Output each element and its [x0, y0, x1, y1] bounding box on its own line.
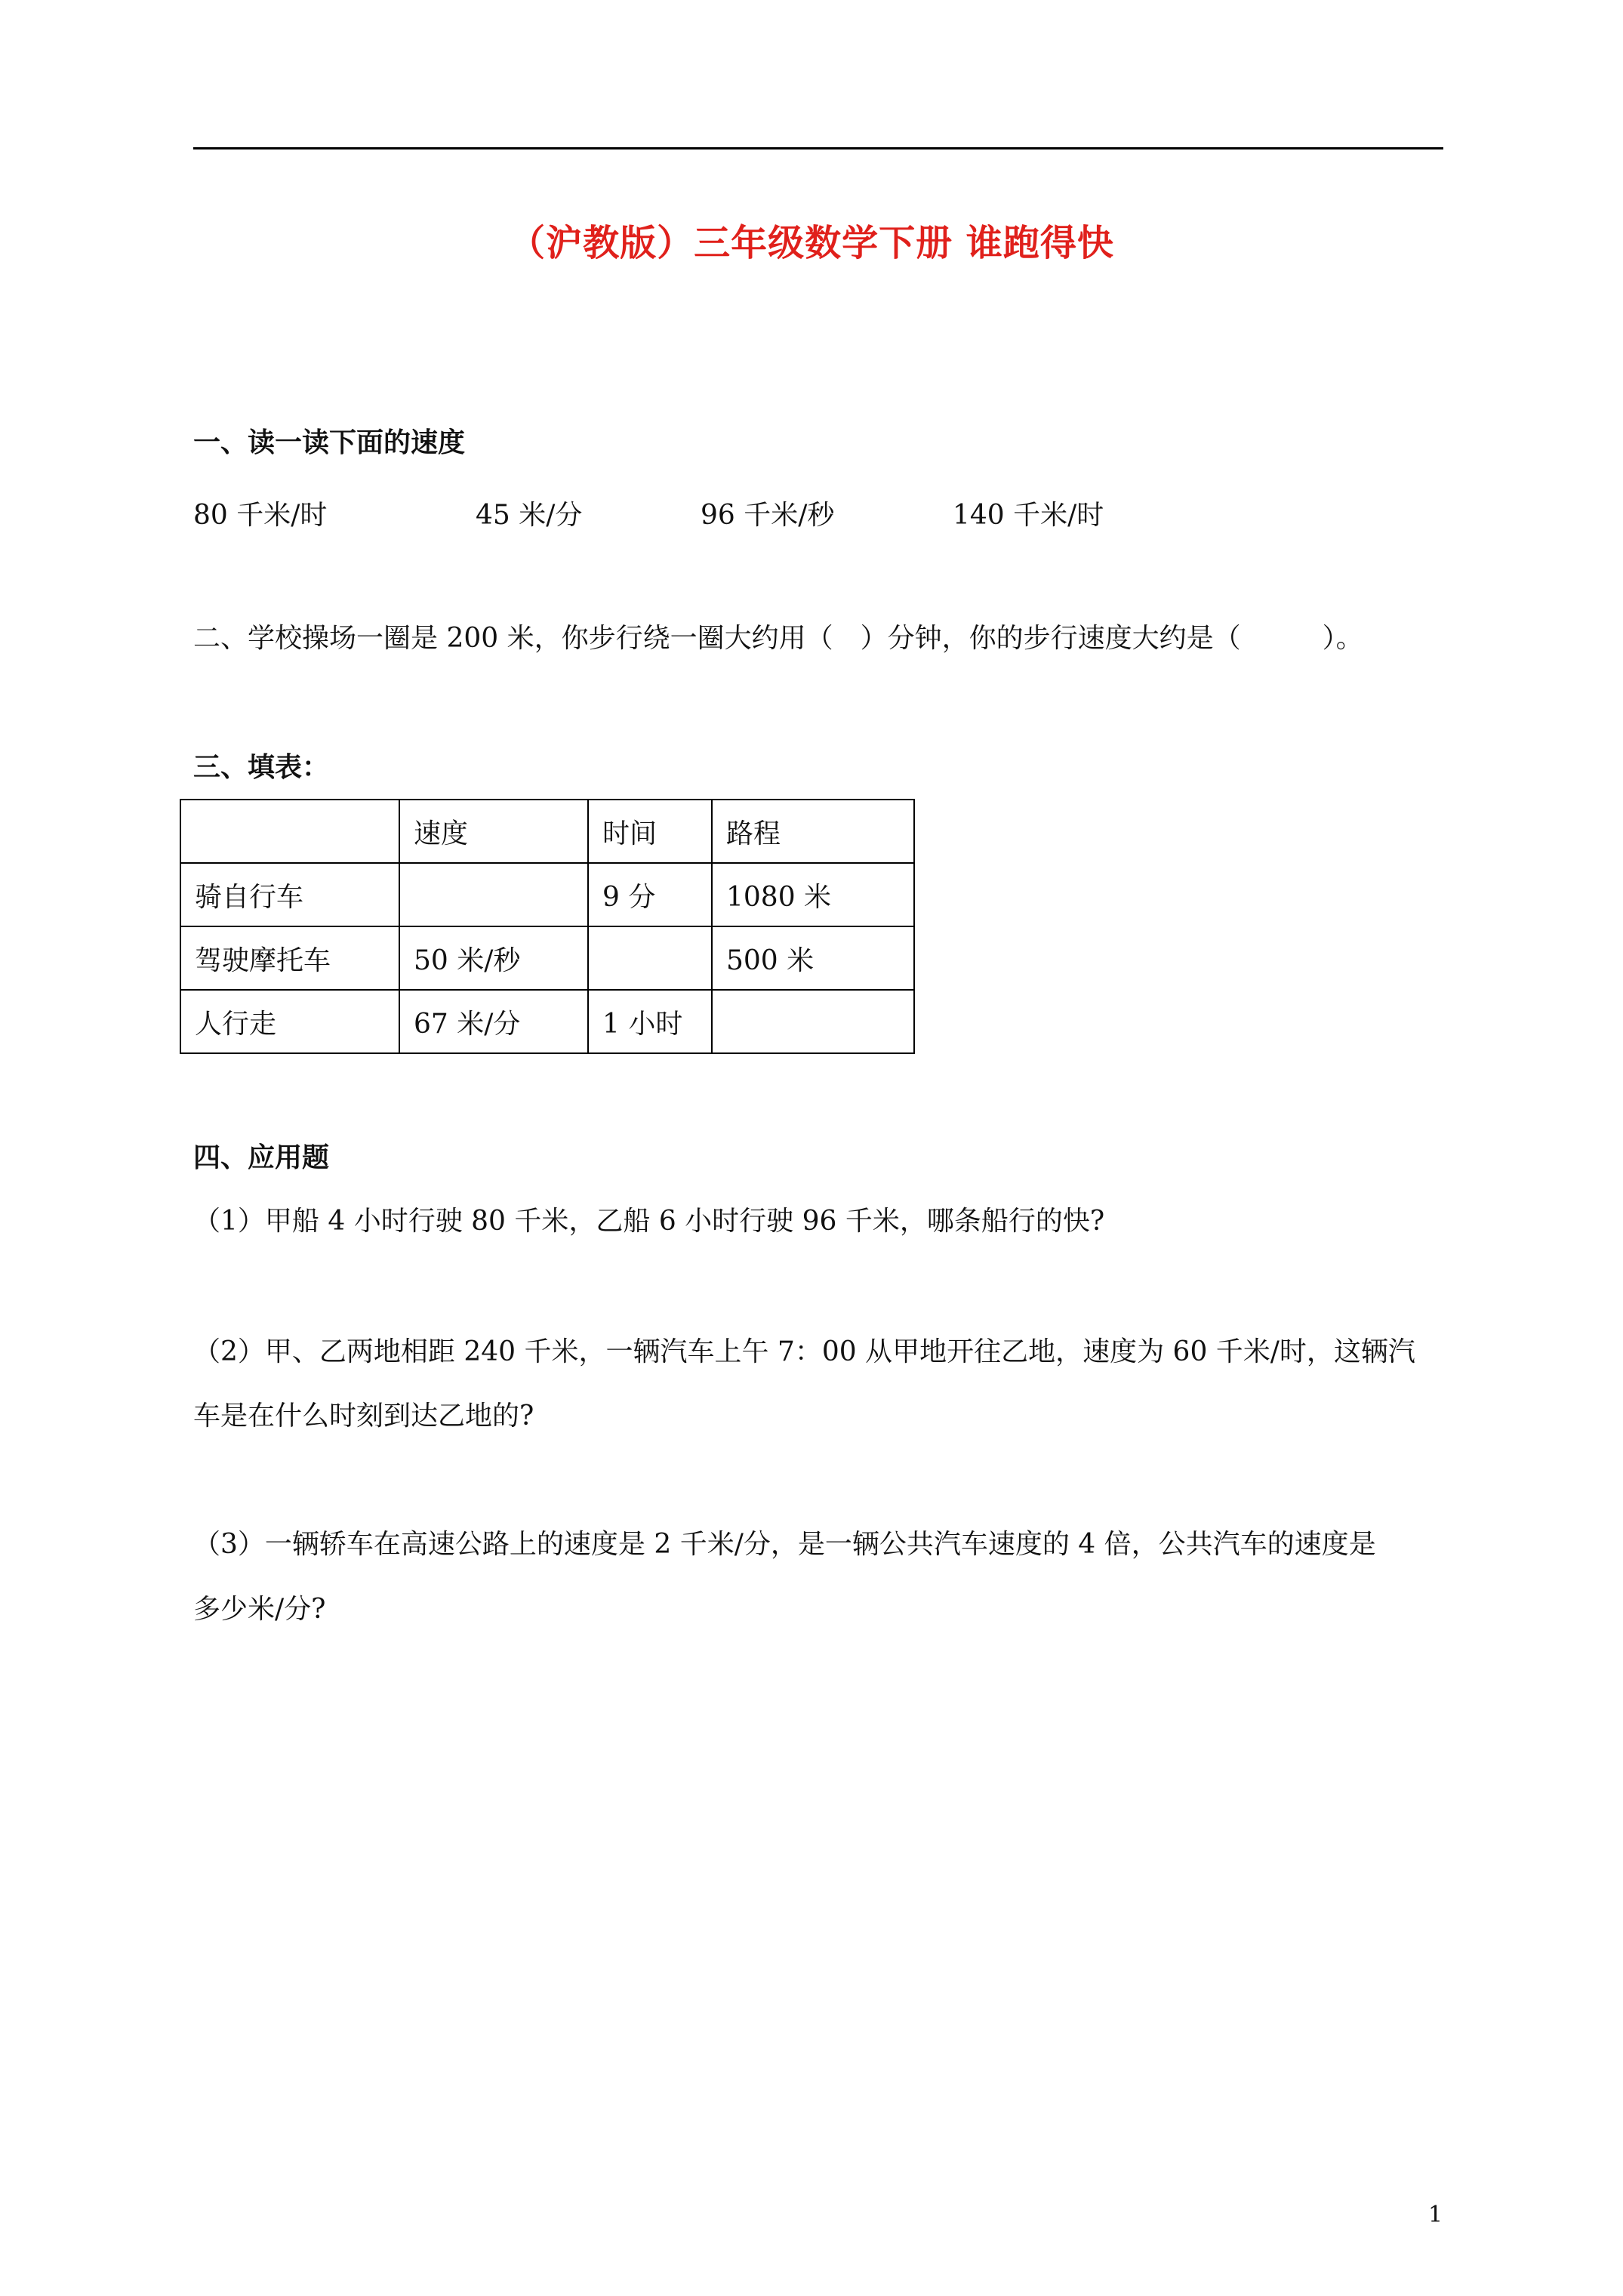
table-row [180, 863, 914, 926]
table-header-cell: 速度 [399, 800, 588, 863]
table-cell: 500 米 [712, 926, 914, 990]
table-row [180, 990, 914, 1053]
table-cell: 9 分 [588, 863, 712, 926]
table-cell [399, 863, 588, 926]
question-1: （1）甲船 4 小时行驶 80 千米，乙船 6 小时行驶 96 千米，哪条船行的快? [193, 1206, 1105, 1237]
table-cell [712, 990, 914, 1053]
table-header-cell [180, 800, 399, 863]
table-cell: 67 米/分 [399, 990, 588, 1053]
section3-heading: 三、填表： [193, 751, 330, 783]
speed-item: 80 千米/时 [193, 500, 328, 531]
table-header-cell: 时间 [588, 800, 712, 863]
table-cell: 骑自行车 [180, 863, 399, 926]
header-rule [193, 147, 1443, 149]
page-number: 1 [1428, 2202, 1443, 2228]
question-2-line-2: 车是在什么时刻到达乙地的? [193, 1401, 534, 1432]
speed-item: 45 米/分 [476, 500, 583, 531]
table-cell: 人行走 [180, 990, 399, 1053]
section1-heading: 一、读一读下面的速度 [193, 427, 466, 458]
page-title: （沪教版）三年级数学下册 谁跑得快 [509, 222, 1114, 264]
section2-question: 二、学校操场一圈是 200 米，你步行绕一圈大约用（ ）分钟，你的步行速度大约是（ ）。 [193, 623, 1363, 654]
speed-item: 96 千米/秒 [701, 500, 835, 531]
table-cell: 驾驶摩托车 [180, 926, 399, 990]
table-cell: 50 米/秒 [399, 926, 588, 990]
table-header-cell: 路程 [712, 800, 914, 863]
table-header-row [180, 800, 914, 863]
speed-time-distance-table [180, 799, 915, 1054]
table-row [180, 926, 914, 990]
speed-item: 140 千米/时 [953, 500, 1104, 531]
table-cell [588, 926, 712, 990]
question-2-line-1: （2）甲、乙两地相距 240 千米，一辆汽车上午 7：00 从甲地开往乙地，速度为 60 千米/时，这辆汽 [193, 1336, 1415, 1367]
question-3-line-1: （3）一辆轿车在高速公路上的速度是 2 千米/分，是一辆公共汽车速度的 4 倍，公共汽车的速度是 [193, 1529, 1376, 1560]
question-3-line-2: 多少米/分? [193, 1594, 326, 1625]
table-cell: 1 小时 [588, 990, 712, 1053]
table-cell: 1080 米 [712, 863, 914, 926]
section4-heading: 四、应用题 [193, 1142, 330, 1173]
